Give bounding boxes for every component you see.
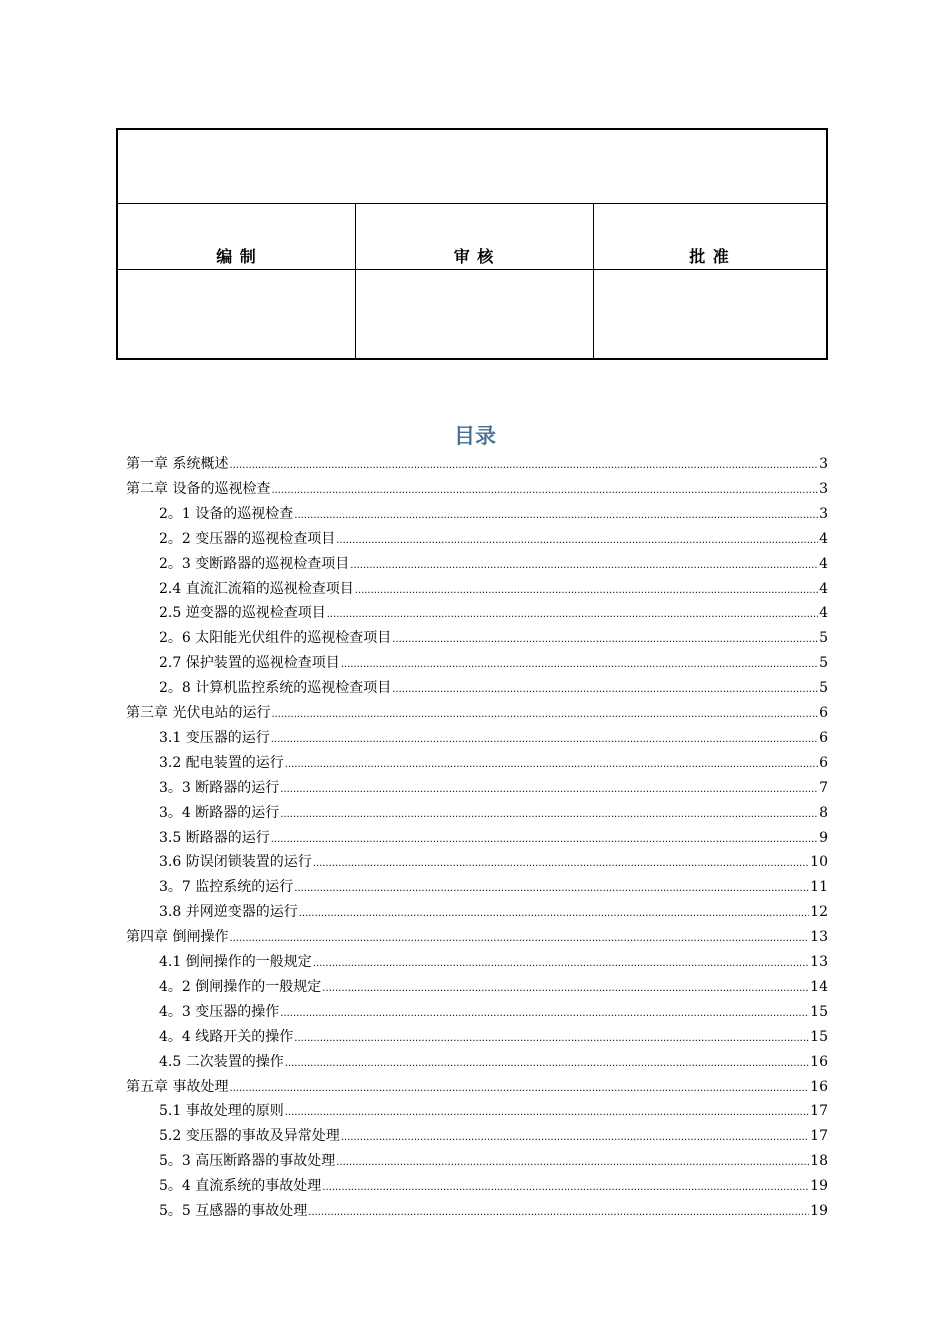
- toc-entry-label: 第四章 倒闸操作: [126, 929, 229, 946]
- toc-entry-page: 3: [819, 480, 828, 497]
- toc-entry[interactable]: [159, 577, 828, 602]
- toc-entry[interactable]: [159, 726, 828, 751]
- toc-entry[interactable]: [159, 776, 828, 801]
- toc-entry[interactable]: [159, 801, 828, 826]
- toc-entry-label: 2。8 计算机监控系统的巡视检查项目: [159, 680, 392, 697]
- toc-dot-leader: [294, 876, 809, 901]
- toc-dot-leader: [280, 802, 818, 827]
- approval-header-review: 审 核: [453, 247, 495, 266]
- approval-header-cell: [118, 203, 355, 270]
- toc-dot-leader: [280, 1001, 809, 1026]
- approval-header-compile: 编 制: [216, 247, 257, 266]
- toc-entry-label: 第三章 光伏电站的运行: [126, 705, 271, 721]
- approval-header-cell: [593, 203, 826, 270]
- toc-entry-label: 4.1 倒闸操作的一般规定: [159, 954, 312, 970]
- toc-entry-label: 2。6 太阳能光伏组件的巡视检查项目: [159, 630, 392, 647]
- toc-entry-label: 第五章 事故处理: [126, 1078, 229, 1095]
- toc-entry-page: 4: [819, 605, 828, 622]
- toc-entry-page: 13: [810, 954, 828, 970]
- toc-dot-leader: [271, 702, 818, 727]
- toc-entry[interactable]: [159, 1199, 828, 1224]
- toc-entry-page: 18: [810, 1153, 828, 1170]
- toc-entry-page: 17: [810, 1128, 828, 1145]
- toc-entry-label: 3。7 监控系统的运行: [159, 879, 294, 896]
- toc-entry-page: 17: [810, 1103, 828, 1120]
- toc-dot-leader: [308, 1200, 809, 1225]
- toc-dot-leader: [313, 851, 809, 876]
- toc-entry-page: 13: [810, 929, 828, 946]
- toc-entry-label: 4。4 线路开关的操作: [159, 1028, 294, 1045]
- toc-entry-page: 3: [819, 456, 828, 472]
- toc-entry-label: 5。5 互感器的事故处理: [159, 1203, 308, 1219]
- toc-entry-label: 第一章 系统概述: [126, 456, 229, 472]
- toc-entry-label: 2。1 设备的巡视检查: [159, 505, 294, 522]
- toc-entry-label: 3.8 并网逆变器的运行: [159, 904, 298, 921]
- approval-title-cell: [118, 130, 826, 204]
- toc-entry-label: 4.5 二次装置的操作: [159, 1053, 284, 1070]
- toc-entry[interactable]: [159, 502, 828, 527]
- toc-dot-leader: [341, 652, 818, 677]
- toc-entry-page: 8: [819, 804, 828, 821]
- toc-entry[interactable]: [159, 626, 828, 651]
- toc-entry-page: 6: [819, 754, 828, 771]
- toc-entry-page: 5: [819, 680, 828, 697]
- toc-entry-label: 3.2 配电装置的运行: [159, 754, 284, 771]
- approval-column-approve: [593, 203, 826, 358]
- toc-entry-label: 2.5 逆变器的巡视检查项目: [159, 605, 326, 622]
- toc-entry-label: 3.5 断路器的运行: [159, 829, 270, 846]
- toc-dot-leader: [285, 1100, 809, 1125]
- approval-table: [116, 128, 828, 360]
- toc-entry[interactable]: [126, 477, 828, 502]
- toc-entry-page: 10: [810, 854, 828, 871]
- toc-entry-page: 5: [819, 630, 828, 647]
- toc-dot-leader: [280, 777, 818, 802]
- toc-entry-label: 5.2 变压器的事故及异常处理: [159, 1128, 340, 1145]
- toc-entry[interactable]: [159, 950, 828, 975]
- toc-entry[interactable]: [159, 975, 828, 1000]
- toc-entry-page: 6: [819, 705, 828, 721]
- toc-entry[interactable]: [159, 1124, 828, 1149]
- toc-title: 目录: [454, 424, 496, 448]
- toc-entry-page: 6: [819, 729, 828, 746]
- toc-entry-label: 2。3 变断路器的巡视检查项目: [159, 555, 350, 572]
- toc-entry[interactable]: [159, 850, 828, 875]
- toc-entry-label: 2.4 直流汇流箱的巡视检查项目: [159, 580, 354, 597]
- toc-dot-leader: [322, 1175, 809, 1200]
- toc-entry-label: 3.1 变压器的运行: [159, 729, 270, 746]
- toc-entry[interactable]: [159, 1149, 828, 1174]
- toc-entry-label: 2。2 变压器的巡视检查项目: [159, 530, 336, 547]
- toc-dot-leader: [392, 627, 818, 652]
- toc-entry-page: 3: [819, 505, 828, 522]
- toc-entry-page: 4: [819, 580, 828, 597]
- approval-column-review: [355, 203, 594, 358]
- toc-entry-label: 4。3 变压器的操作: [159, 1003, 280, 1020]
- toc-entry-page: 16: [810, 1078, 828, 1095]
- toc-entry[interactable]: [159, 1174, 828, 1199]
- toc-dot-leader: [322, 976, 809, 1001]
- toc-entry[interactable]: [159, 651, 828, 676]
- toc-entry[interactable]: [159, 552, 828, 577]
- toc-dot-leader: [271, 478, 818, 503]
- toc-entry-page: 12: [810, 904, 828, 921]
- toc-entry-page: 19: [810, 1178, 828, 1195]
- toc-entry[interactable]: [159, 751, 828, 776]
- toc-dot-leader: [285, 1051, 809, 1076]
- toc-entry[interactable]: [126, 1075, 828, 1100]
- toc-dot-leader: [271, 827, 818, 852]
- toc-entry[interactable]: [159, 1099, 828, 1124]
- toc-entry[interactable]: [159, 1050, 828, 1075]
- toc-dot-leader: [229, 926, 809, 951]
- toc-entry-page: 16: [810, 1053, 828, 1070]
- toc-entry-page: 7: [819, 779, 828, 796]
- approval-header-cell: [355, 203, 593, 270]
- toc-dot-leader: [294, 503, 818, 528]
- toc-dot-leader: [285, 752, 818, 777]
- toc-entry-page: 14: [810, 978, 828, 995]
- toc-entry-label: 3.6 防误闭锁装置的运行: [159, 854, 312, 871]
- toc-dot-leader: [341, 1125, 809, 1150]
- toc-dot-leader: [336, 528, 818, 553]
- toc-dot-leader: [392, 677, 818, 702]
- toc-entry-page: 4: [819, 555, 828, 572]
- toc-entry[interactable]: [159, 875, 828, 900]
- toc-entry-label: 3。3 断路器的运行: [159, 779, 280, 796]
- toc-entry-page: 11: [810, 879, 828, 896]
- toc-dot-leader: [336, 1150, 809, 1175]
- toc-dot-leader: [229, 1076, 809, 1101]
- toc-entry-page: 19: [810, 1203, 828, 1219]
- toc-entry-page: 15: [810, 1028, 828, 1045]
- toc-entry[interactable]: [159, 676, 828, 701]
- toc-entry-page: 15: [810, 1003, 828, 1020]
- toc-entry[interactable]: [159, 527, 828, 552]
- toc-dot-leader: [327, 602, 818, 627]
- toc-entry[interactable]: [159, 1025, 828, 1050]
- toc-entry-label: 5。3 高压断路器的事故处理: [159, 1153, 336, 1170]
- toc-entry-label: 4。2 倒闸操作的一般规定: [159, 978, 322, 995]
- toc-dot-leader: [299, 901, 809, 926]
- toc-dot-leader: [294, 1026, 809, 1051]
- toc-entry-label: 5。4 直流系统的事故处理: [159, 1178, 322, 1195]
- approval-header-approve: 批 准: [689, 247, 730, 266]
- toc-dot-leader: [350, 553, 818, 578]
- toc-entry[interactable]: [126, 925, 828, 950]
- toc-entry-page: 5: [819, 655, 828, 672]
- approval-column-compile: [118, 203, 356, 358]
- toc-entry[interactable]: [159, 601, 828, 626]
- toc-entry[interactable]: [159, 1000, 828, 1025]
- toc-entry[interactable]: [159, 900, 828, 925]
- toc-entry-label: 2.7 保护装置的巡视检查项目: [159, 655, 340, 672]
- toc-entry[interactable]: [126, 701, 828, 726]
- toc-entry-page: 4: [819, 530, 828, 547]
- toc-entry-page: 9: [819, 829, 828, 846]
- toc-entry-label: 5.1 事故处理的原则: [159, 1103, 284, 1120]
- toc-dot-leader: [313, 951, 809, 976]
- toc-entry-label: 3。4 断路器的运行: [159, 804, 280, 821]
- toc-entry[interactable]: [159, 826, 828, 851]
- toc-dot-leader: [229, 453, 818, 478]
- toc-dot-leader: [355, 578, 818, 603]
- toc-entry[interactable]: [126, 452, 828, 477]
- toc-entry-label: 第二章 设备的巡视检查: [126, 480, 271, 497]
- toc-dot-leader: [271, 727, 818, 752]
